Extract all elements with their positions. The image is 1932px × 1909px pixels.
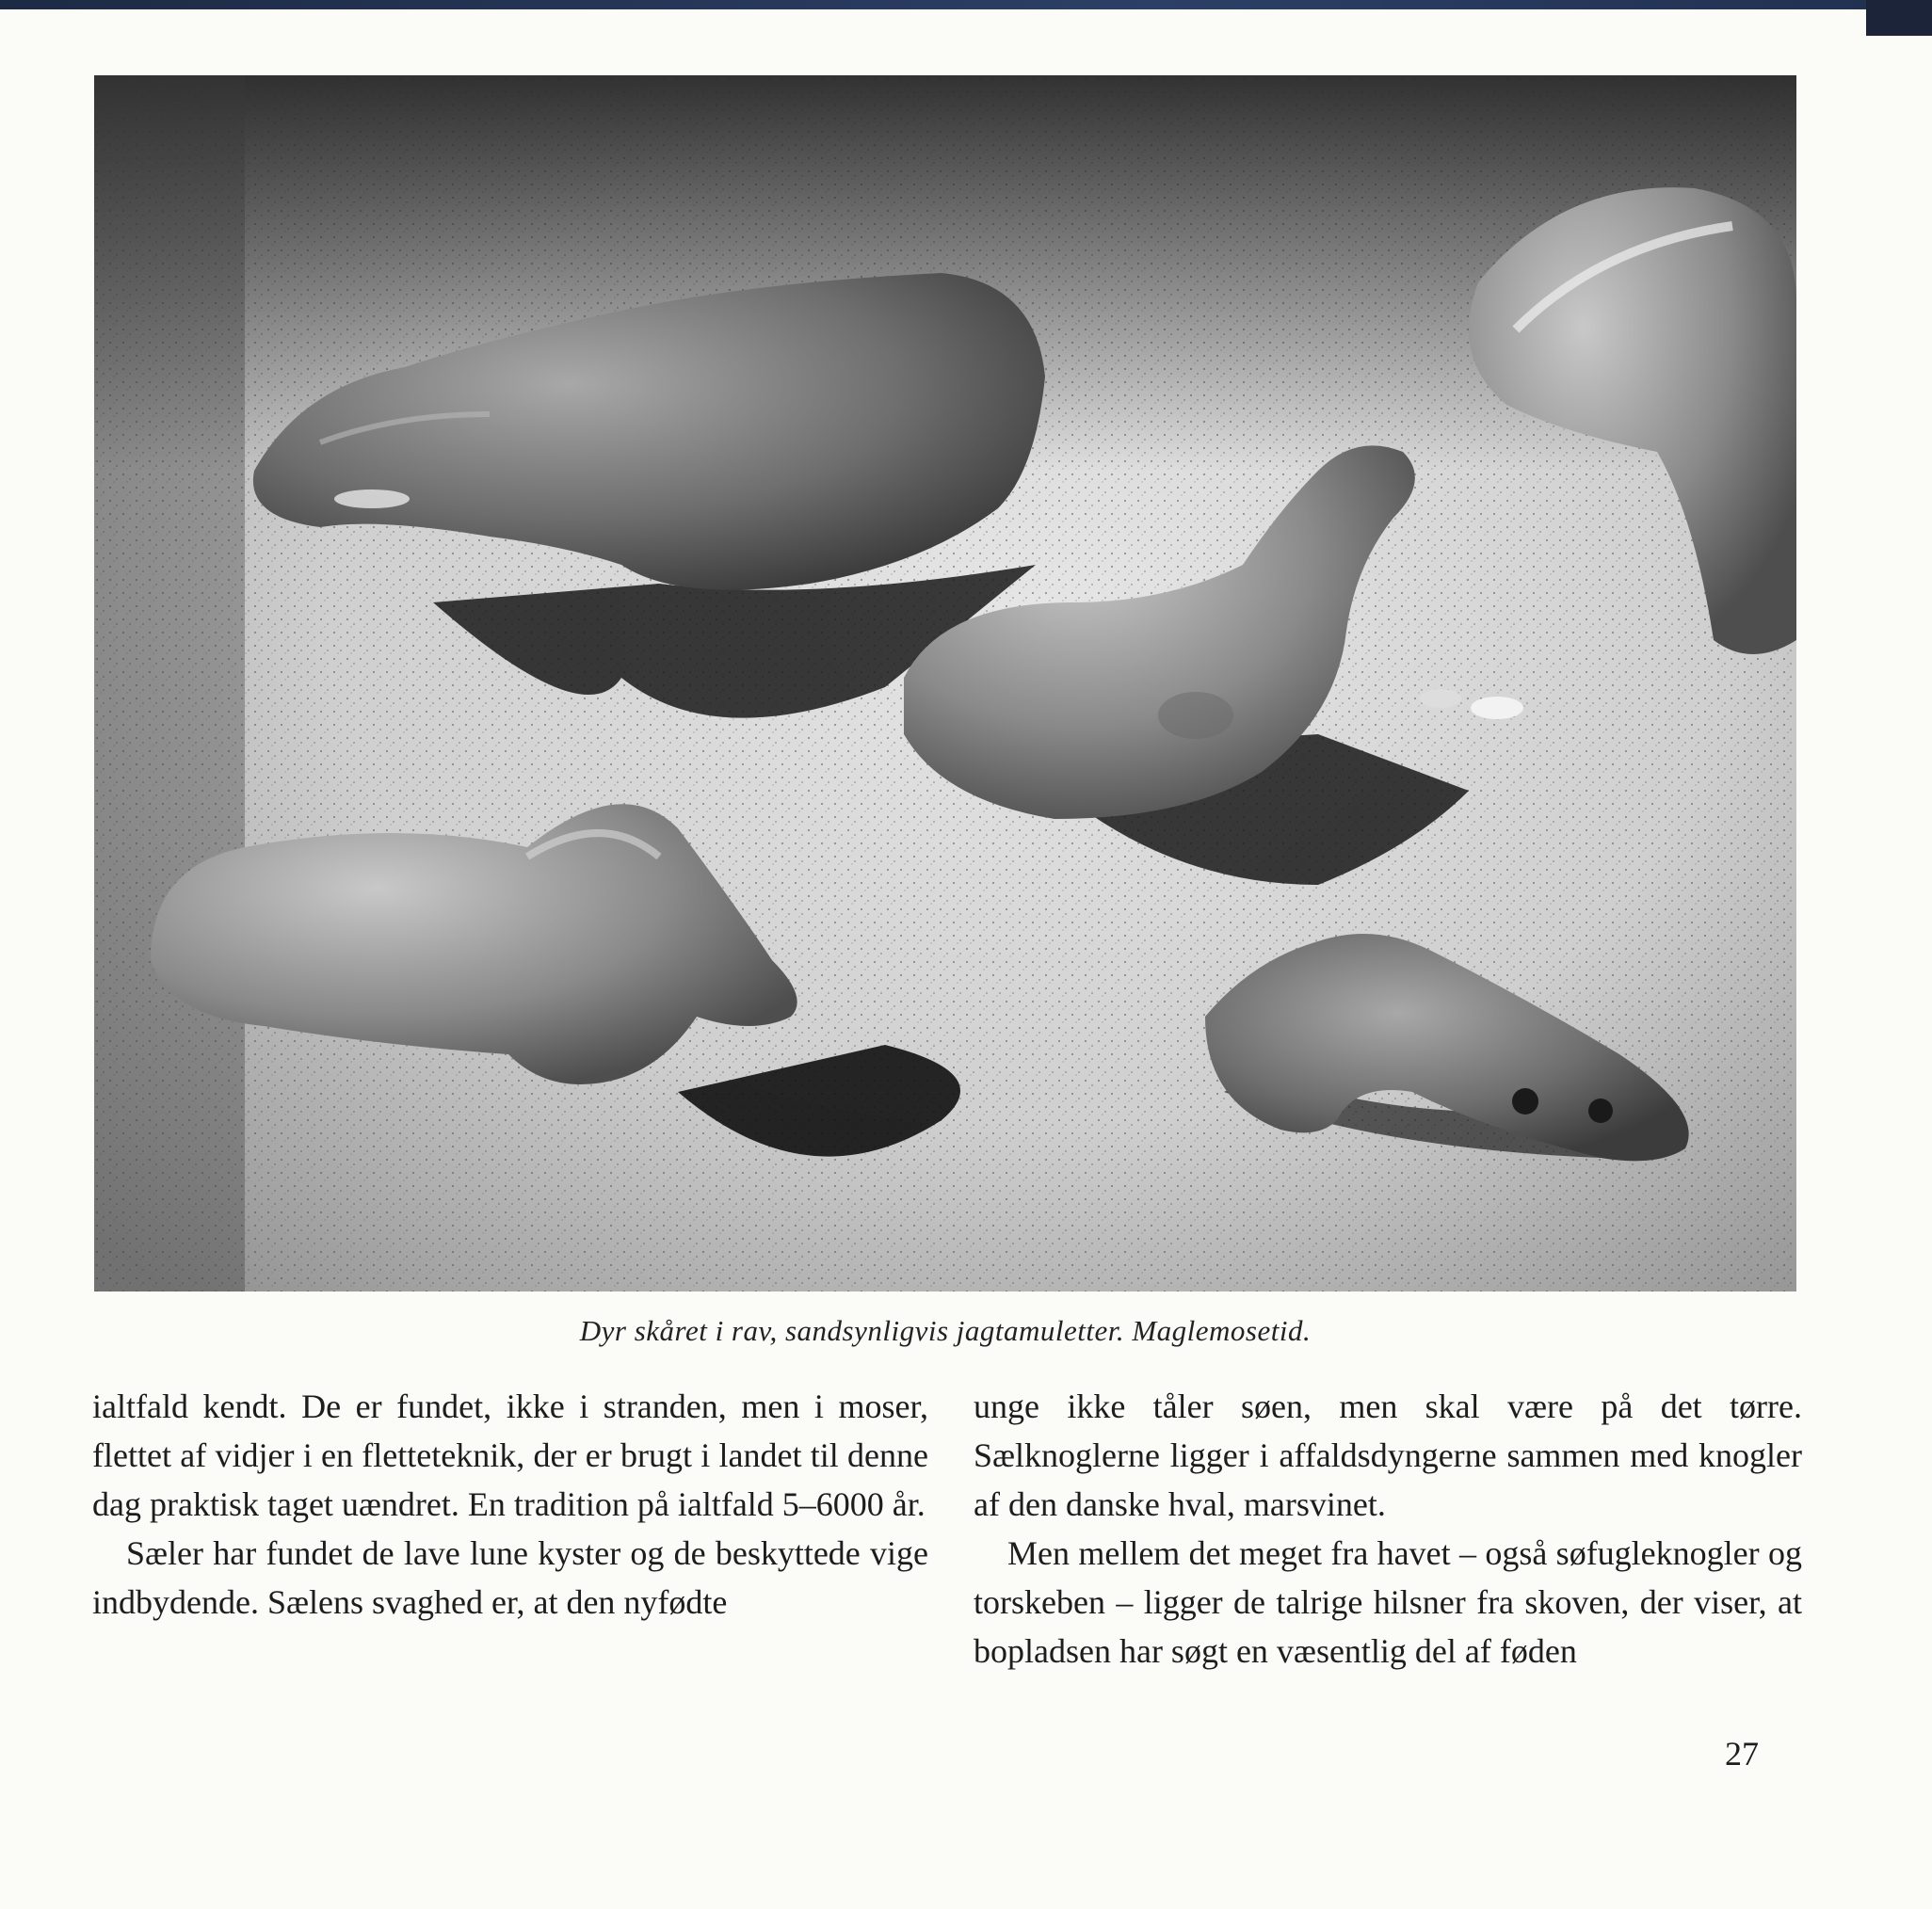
book-corner-edge bbox=[1866, 0, 1932, 36]
photo-caption: Dyr skåret i rav, sandsynligvis jagtamuletter. Maglemosetid. bbox=[579, 1314, 1312, 1347]
paragraph: Sæler har fundet de lave lune kyster og de beskyttede vige indbydende. Sælens svaghed er, at den nyfødte bbox=[92, 1534, 928, 1621]
text-column-left bbox=[92, 1382, 928, 1627]
amber-animal-figures-icon bbox=[94, 75, 1796, 1291]
paragraph: unge ikke tåler søen, men skal være på det tørre. Sælknoglerne ligger i affaldsdyngerne sammen med knogler af den danske hval, marsvinet. bbox=[974, 1388, 1802, 1523]
book-top-edge bbox=[0, 0, 1932, 9]
amber-animals-photo bbox=[94, 75, 1796, 1291]
text-column-right bbox=[974, 1382, 1802, 1676]
paragraph: ialtfald kendt. De er fundet, ikke i stranden, men i moser, flettet af vidjer i en fletteteknik, der er brugt i landet til denne dag praktisk taget uændret. En tradition på ialtfald 5–6000 år. bbox=[92, 1388, 928, 1523]
paragraph: Men mellem det meget fra havet – også søfugleknogler og torskeben – ligger de talrige hilsner fra skoven, der viser, at bopladsen har søgt en væsentlig del af føden bbox=[974, 1534, 1802, 1670]
page-number: 27 bbox=[1725, 1735, 1759, 1773]
